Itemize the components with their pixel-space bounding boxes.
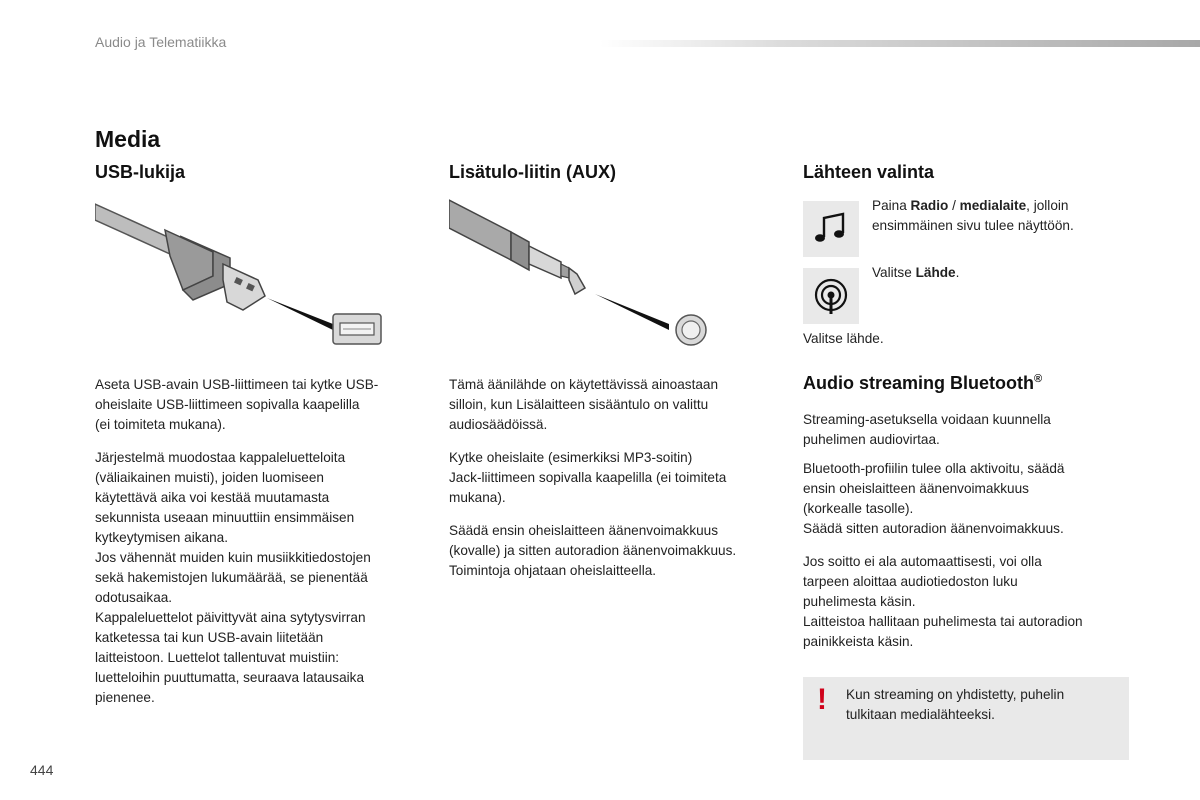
text-line: tulkitaan medialähteeksi.	[846, 707, 995, 722]
source-antenna-icon	[803, 268, 859, 324]
text-line: Valitse Lähde.	[872, 265, 960, 280]
text-line: Streaming-asetuksella voidaan kuunnella	[803, 412, 1051, 427]
text-line: sekä hakemistojen lukumäärää, se pienentää	[95, 570, 368, 585]
warning-note	[803, 677, 1129, 760]
text-line: Jos soitto ei ala automaattisesti, voi olla	[803, 554, 1042, 569]
text-line: silloin, kun Lisälaitteen sisääntulo on valittu	[449, 397, 709, 412]
source-label: Lähde	[915, 265, 956, 280]
text-line: painikkeista käsin.	[803, 634, 914, 649]
warning-text	[846, 685, 1064, 725]
bluetooth-section-title: Audio streaming Bluetooth®	[803, 373, 1043, 393]
warning-icon: !	[817, 683, 827, 716]
text-line: laitteistoon. Luettelot tallentuvat muistiin:	[95, 650, 340, 665]
usb-paragraph-2	[95, 448, 371, 708]
usb-paragraph-1	[95, 375, 378, 435]
text-line: ensimmäinen sivu tulee näyttöön.	[872, 218, 1074, 233]
text-line: Paina Radio / medialaite, jolloin	[872, 198, 1069, 213]
registered-mark: ®	[1034, 373, 1043, 385]
header-gradient-bar	[600, 40, 1200, 47]
text-line: (väliaikainen muisti), joiden luomiseen	[95, 470, 324, 485]
text-line: (kovalle) ja sitten autoradion äänenvoimakkuus.	[449, 543, 737, 558]
text-line: mukana).	[449, 490, 506, 505]
running-header: Audio ja Telematiikka	[95, 34, 227, 50]
text-line: Tämä äänilähde on käytettävissä ainoastaan	[449, 377, 719, 392]
text-line: Jack-liittimeen sopivalla kaapelilla (ei toimiteta	[449, 470, 727, 485]
bluetooth-paragraph-2	[803, 459, 1064, 539]
text-line: Säädä ensin oheislaitteen äänenvoimakkuus	[449, 523, 719, 538]
music-button	[803, 201, 859, 257]
text-line: puhelimesta käsin.	[803, 594, 916, 609]
text-line: (korkealle tasolle).	[803, 501, 914, 516]
page-number: 444	[30, 762, 54, 778]
source-after-text	[803, 329, 884, 349]
text-line: katketessa tai kun USB-avain liitetään	[95, 630, 324, 645]
text-line: Bluetooth-profiilin tulee olla aktivoitu, säädä	[803, 461, 1065, 476]
text-line: audiosäädöissä.	[449, 417, 548, 432]
source-section-title: Lähteen valinta	[803, 162, 935, 182]
text-line: Järjestelmä muodostaa kappaleluetteloita	[95, 450, 346, 465]
source-step-2	[872, 263, 959, 283]
text-line: Kytke oheislaite (esimerkiksi MP3-soitin)	[449, 450, 693, 465]
text-line: kytkeytymisen aikana.	[95, 530, 228, 545]
aux-paragraph-1	[449, 375, 718, 435]
text-line: oheislaite USB-liittimeen sopivalla kaapelilla	[95, 397, 360, 412]
usb-plug-illustration	[95, 198, 395, 348]
text-line: (ei toimiteta mukana).	[95, 417, 226, 432]
text-line: Toimintoja ohjataan oheislaitteella.	[449, 563, 657, 578]
bluetooth-paragraph-3	[803, 552, 1083, 652]
text-line: sekunnista useaan minuuttiin ensimmäisen	[95, 510, 355, 525]
text-line: Kun streaming on yhdistetty, puhelin	[846, 687, 1065, 702]
aux-section-title: Lisätulo-liitin (AUX)	[449, 162, 616, 182]
bluetooth-paragraph-1	[803, 410, 1051, 450]
text-line: tarpeen aloittaa audiotiedoston luku	[803, 574, 1018, 589]
aux-paragraph-3	[449, 521, 736, 581]
text-line: luetteloihin puuttumatta, seuraava latausaika	[95, 670, 365, 685]
text-line: odotusaikaa.	[95, 590, 173, 605]
radio-label: Radio	[910, 198, 949, 213]
text-line: Kappaleluettelot päivittyvät aina sytytysvirran	[95, 610, 366, 625]
jack-plug-illustration	[449, 198, 749, 348]
source-button	[803, 268, 859, 324]
text-line: Laitteistoa hallitaan puhelimesta tai autoradion	[803, 614, 1083, 629]
text-line: ensin oheislaitteen äänenvoimakkuus	[803, 481, 1029, 496]
text-line: Aseta USB-avain USB-liittimeen tai kytke USB-	[95, 377, 379, 392]
usb-section-title: USB-lukija	[95, 162, 186, 182]
music-note-icon	[803, 201, 859, 257]
text-line: Valitse lähde.	[803, 331, 884, 346]
media-label: medialaite	[959, 198, 1027, 213]
text-line: puhelimen audiovirtaa.	[803, 432, 940, 447]
text-line: Säädä sitten autoradion äänenvoimakkuus.	[803, 521, 1064, 536]
source-step-1	[872, 196, 1074, 236]
aux-paragraph-2	[449, 448, 726, 508]
text-line: käytettävä aika voi kestää muutamasta	[95, 490, 330, 505]
page-title: Media	[95, 126, 161, 152]
text-line: Jos vähennät muiden kuin musiikkitiedostojen	[95, 550, 371, 565]
text-line: pienenee.	[95, 690, 155, 705]
